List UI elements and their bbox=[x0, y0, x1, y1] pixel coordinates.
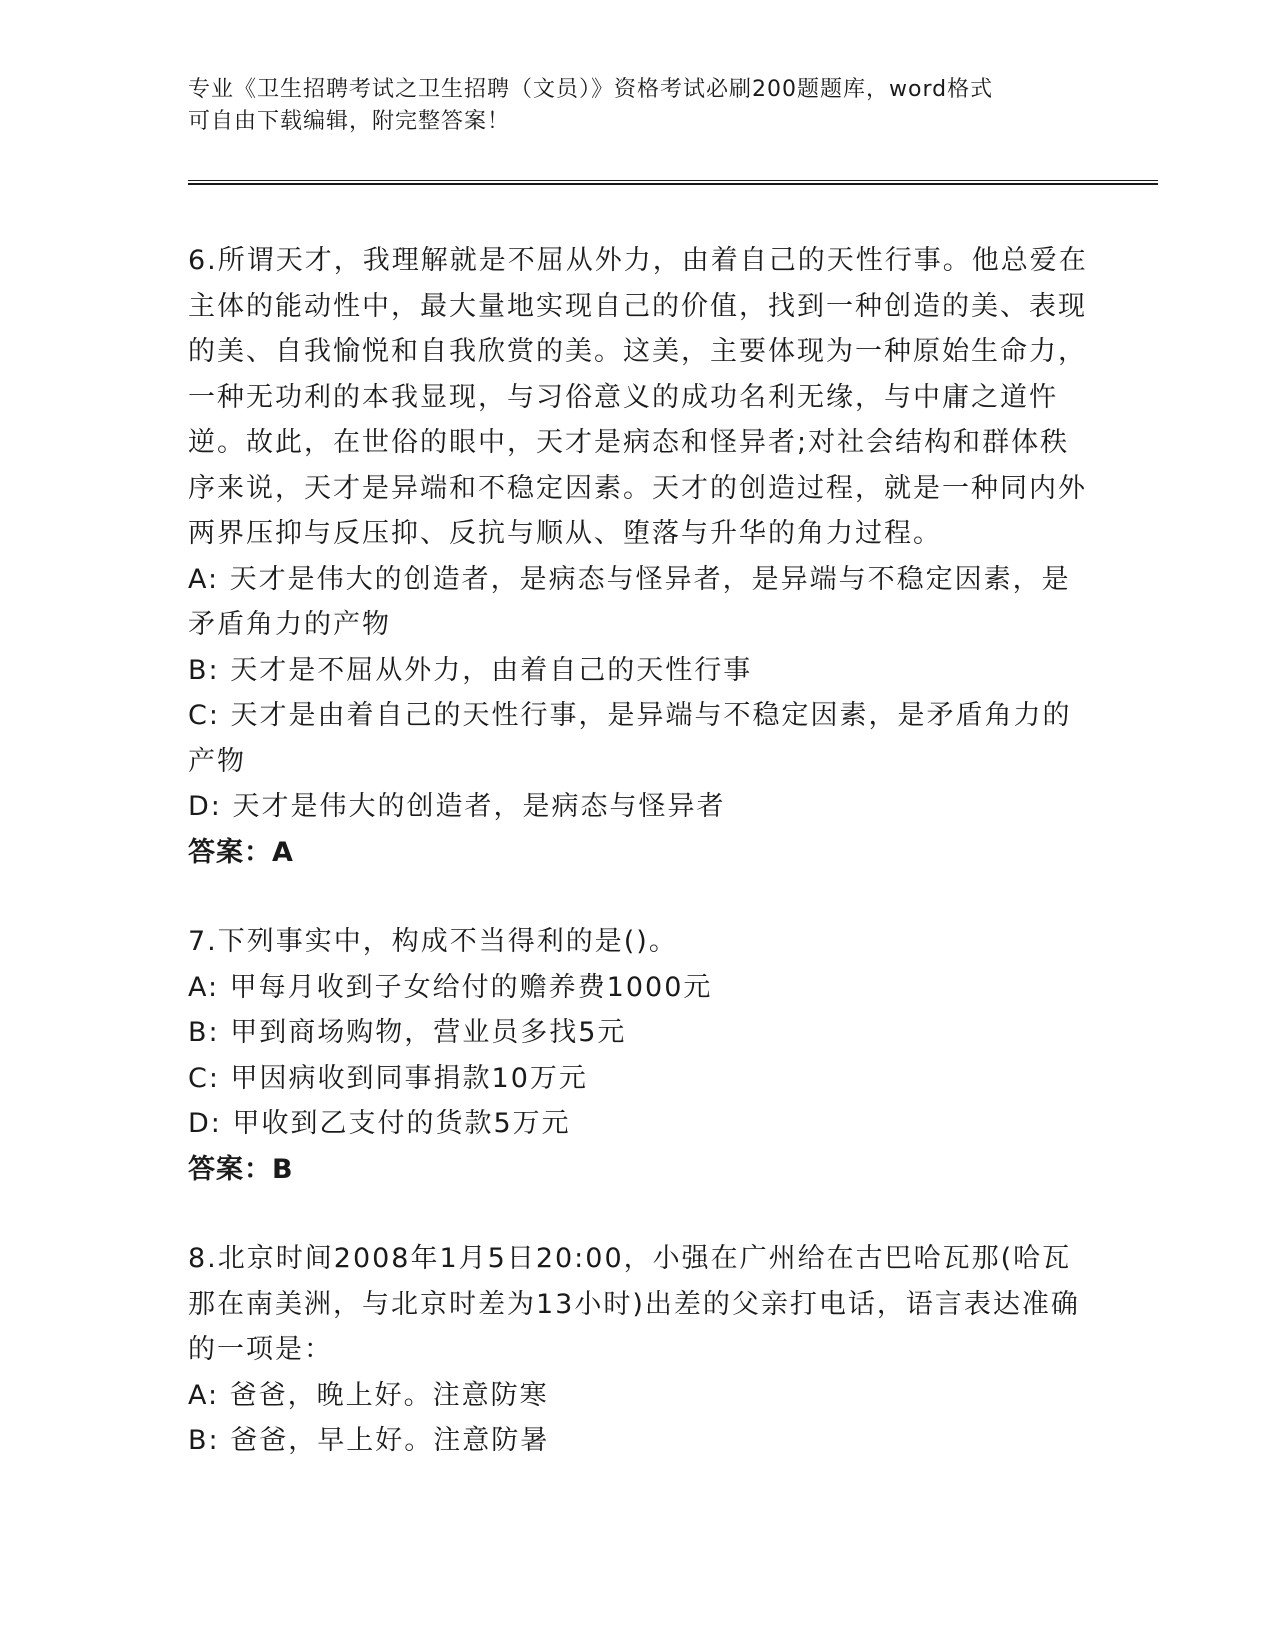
answer-label: 答案：A bbox=[188, 836, 294, 868]
question-stem: 8.北京时间2008年1月5日20:00，小强在广州给在古巴哈瓦那(哈瓦那在南美洲，与北京时差为13小时)出差的父亲打电话，语言表达准确的一项是： bbox=[188, 1243, 1080, 1365]
option-c: C: 甲因病收到同事捐款10万元 bbox=[188, 1062, 588, 1094]
question-item bbox=[188, 919, 1088, 1192]
question-list bbox=[188, 238, 1088, 1464]
question-stem: 7.下列事实中，构成不当得利的是()。 bbox=[188, 926, 678, 957]
question-stem: 6.所谓天才，我理解就是不屈从外力，由着自己的天性行事。他总爱在主体的能动性中，最大量地实现自己的价值，找到一种创造的美、表现的美、自我愉悦和自我欣赏的美。这美，主要体现为一种原始生命力，一种无功利的本我显现，与习俗意义的成功名利无缘，与中庸之道忤逆。故此，在世俗的眼中，天才是病态和怪异者;对社会结构和群体秩序来说，天才是异端和不稳定因素。天才的创造过程，就是一种同内外两界压抑与反压抑、反抗与顺从、堕落与升华的角力过程。 bbox=[188, 245, 1088, 549]
header-divider-thick bbox=[188, 183, 1158, 185]
option-d: D: 天才是伟大的创造者，是病态与怪异者 bbox=[188, 791, 726, 822]
header-divider-thin bbox=[188, 180, 1158, 181]
question-spacer bbox=[188, 875, 1088, 919]
question-item bbox=[188, 238, 1088, 875]
header-title-line-1: 专业《卫生招聘考试之卫生招聘（文员）》资格考试必刷200题题库，word格式 bbox=[188, 77, 994, 102]
answer-label: 答案：B bbox=[188, 1153, 294, 1185]
option-a: A: 爸爸，晚上好。注意防寒 bbox=[188, 1379, 549, 1411]
option-b: B: 爸爸，早上好。注意防暑 bbox=[188, 1425, 550, 1456]
question-spacer bbox=[188, 1192, 1088, 1236]
option-b: B: 天才是不屈从外力，由着自己的天性行事 bbox=[188, 654, 753, 686]
document-header bbox=[188, 74, 1088, 138]
option-c: C: 天才是由着自己的天性行事，是异端与不稳定因素，是矛盾角力的产物 bbox=[188, 700, 1072, 777]
option-a: A: 甲每月收到子女给付的赡养费1000元 bbox=[188, 971, 713, 1003]
option-a: A: 天才是伟大的创造者，是病态与怪异者，是异端与不稳定因素，是矛盾角力的产物 bbox=[188, 563, 1071, 640]
option-b: B: 甲到商场购物，营业员多找5元 bbox=[188, 1017, 627, 1048]
option-d: D: 甲收到乙支付的货款5万元 bbox=[188, 1108, 571, 1139]
question-item bbox=[188, 1236, 1088, 1464]
header-title-line-2: 可自由下载编辑，附完整答案！ bbox=[188, 109, 511, 134]
